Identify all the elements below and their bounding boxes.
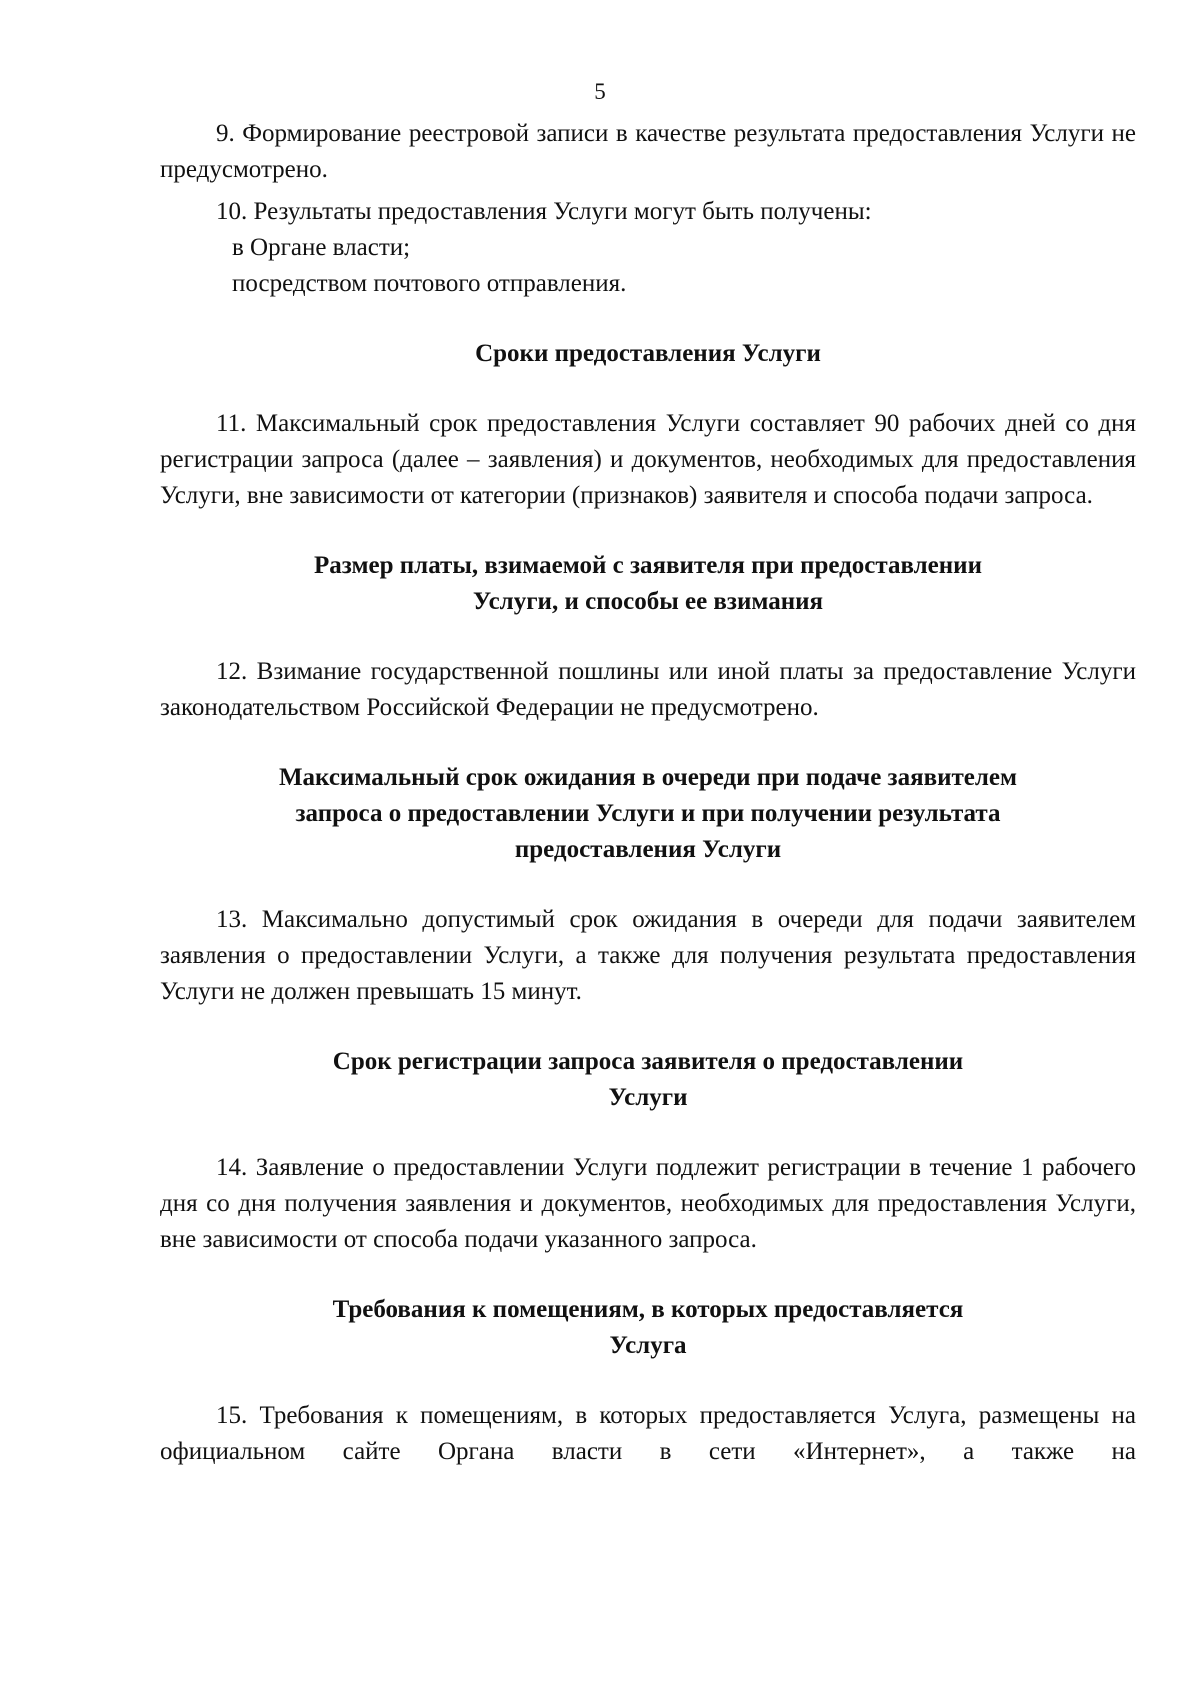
paragraph-9: 9. Формирование реестровой записи в качестве результата предоставления Услуги не предусмотрено. [160, 120, 1136, 183]
heading-registration-line-1: Срок регистрации запроса заявителя о предоставлении [332, 1048, 964, 1075]
paragraph-11: 11. Максимальный срок предоставления Услуги составляет 90 рабочих дней со дня регистрации запроса (далее – заявления) и документов, необходимых для предоставления Услуги, вне зависимости от категории (признаков) заявителя и способа подачи запроса. [160, 410, 1136, 509]
paragraph-15: 15. Требования к помещениям, в которых предоставляется Услуга, размещены на официальном сайте Органа власти в сети «Интернет», а также на [160, 1402, 1136, 1465]
paragraph-10: 10. Результаты предоставления Услуги могут быть получены: [216, 198, 872, 225]
page-number: 5 [594, 79, 606, 104]
paragraph-10-item-2: посредством почтового отправления. [232, 270, 627, 297]
heading-queue-line-3: предоставления Услуги [514, 836, 782, 863]
paragraph-14: 14. Заявление о предоставлении Услуги подлежит регистрации в течение 1 рабочего дня со дня получения заявления и документов, необходимых для предоставления Услуги, вне зависимости от способа подачи указанного запроса. [160, 1154, 1136, 1253]
paragraph-13: 13. Максимально допустимый срок ожидания в очереди для подачи заявителем заявления о предоставлении Услуги, а также для получения результата предоставления Услуги не должен превышать 15 минут. [160, 906, 1136, 1005]
heading-queue-line-2: запроса о предоставлении Услуги и при получении результата [295, 800, 1001, 827]
heading-fee-line-1: Размер платы, взимаемой с заявителя при предоставлении [314, 552, 982, 579]
heading-registration-line-2: Услуги [608, 1084, 688, 1111]
heading-fee-line-2: Услуги, и способы ее взимания [472, 588, 824, 615]
heading-terms [160, 336, 1136, 372]
heading-queue-line-1: Максимальный срок ожидания в очереди при подаче заявителем [278, 764, 1018, 791]
heading-queue [160, 760, 1136, 868]
heading-fee [160, 548, 1136, 620]
heading-rooms-line-1: Требования к помещениям, в которых предоставляется [332, 1296, 964, 1323]
document-body [160, 116, 1136, 1470]
heading-registration [160, 1044, 1136, 1116]
heading-terms-line: Сроки предоставления Услуги [475, 340, 821, 367]
heading-rooms-line-2: Услуга [609, 1332, 687, 1359]
paragraph-10-item-1: в Органе власти; [232, 234, 411, 261]
heading-rooms [160, 1292, 1136, 1364]
paragraph-12: 12. Взимание государственной пошлины или иной платы за предоставление Услуги законодательством Российской Федерации не предусмотрено. [160, 658, 1136, 721]
